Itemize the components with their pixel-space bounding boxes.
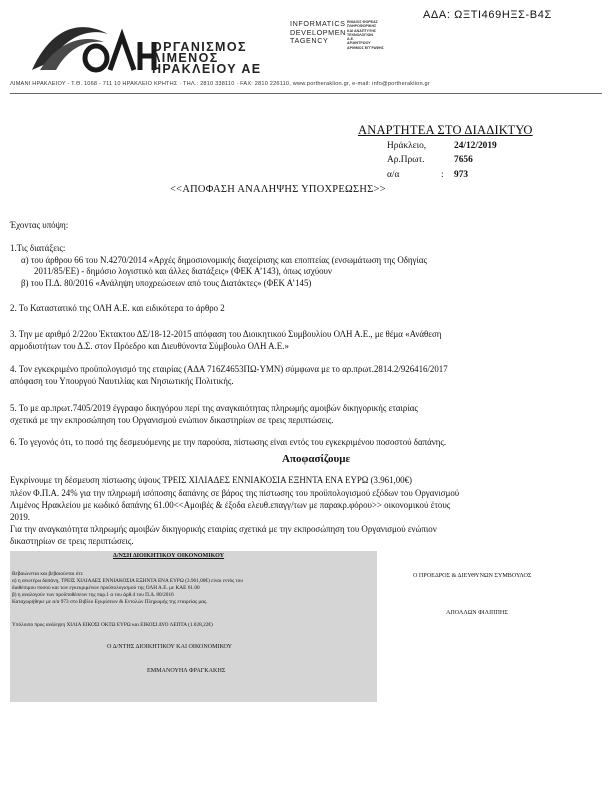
cert-line-3: διαθέσιμου ποσού και των εγκεκριμένων προϋπολογισμού της ΟΛΗ Α.Ε. με ΚΑΕ 61.00 xyxy=(12,585,200,591)
section-3-line-1: 3. Την με αριθμό 2/22ου Έκτακτου ΔΣ/18-12-2015 απόφαση του Διοικητικού Συμβουλίου ΟΛΗ Α.Ε., με θέμα «Ανάθεση xyxy=(10,329,442,339)
section-6: 6. Το γεγονός ότι, το ποσό της δεσμευόμενης με την παρούσα, πίστωσης είναι εντός του εγκεκριμένου ποσοστού δαπάνης. xyxy=(10,437,447,447)
olh-logo xyxy=(30,12,158,74)
fine-print-line: ΠΛΗΡΟΦΟΡΙΚΗΣ xyxy=(347,24,377,29)
finance-director-role: Ο Δ/ΝΤΗΣ ΔΙΟΙΚΗΤΙΚΟΥ ΚΑΙ ΟΙΚΟΝΟΜΙΚΟΥ xyxy=(107,644,233,650)
brand-line: ΛΙΜΕΝΟΣ xyxy=(152,51,219,65)
protocol-label: Αρ.Πρωτ. xyxy=(387,155,425,165)
section-5-line-1: 5. Το με αρ.πρωτ.7405/2019 έγγραφο δικηγόρου περί της αναγκαιότητας πληρωμής αμοιβών δικηγορικής εταιρίας xyxy=(10,403,418,413)
document-title: <<ΑΠΟΦΑΣΗ ΑΝΑΛΗΨΗΣ ΥΠΟΧΡΕΩΣΗΣ>> xyxy=(170,184,386,195)
cert-line-1: Βεβαιώνεται και βεβαιούνται ότι: xyxy=(12,571,84,577)
section-2: 2. Το Καταστατικό της ΟΛΗ Α.Ε. και ειδικότερα το άρθρο 2 xyxy=(10,303,225,313)
ida-line: INFORMATICS xyxy=(290,19,346,28)
finance-director-name: ΕΜΜΑΝΟΥΗΛ ΦΡΑΓΚΑΚΗΣ xyxy=(147,668,226,674)
ada-code: ΑΔΑ: ΩΞΤΙ469ΗΞΣ-Β4Σ xyxy=(423,9,552,21)
fine-print-line: ΕΝΙΑΙΟΣ ΦΟΡΕΑΣ xyxy=(347,20,378,24)
section-4-line-2: απόφαση του Υπουργού Ναυτιλίας και Νησιωτικής Πολιτικής. xyxy=(10,376,234,386)
decision-line-4: 2019. xyxy=(10,512,30,522)
fine-print-line: Α.Ε. xyxy=(347,37,354,42)
ida-line: DEVELOPMEN xyxy=(290,27,346,37)
cert-line-4: β) η αναλογούν των προϋποθέσεων της παρ.1 α του άρθ.4 του Π.Δ. 80/2016 xyxy=(12,592,174,598)
decision-line-1: Εγκρίνουμε τη δέσμευση πίστωσης ύψους ΤΡΕΙΣ ΧΙΛΙΑΔΕΣ ΕΝΝΙΑΚΟΣΙΑ ΕΞΗΝΤΑ ΕΝΑ ΕΥΡΩ (3.961,00€) xyxy=(10,475,413,485)
section-1b: β) του Π.Δ. 80/2016 «Ανάληψη υποχρεώσεων από τους Διατάκτες» (ΦΕΚ Α’145) xyxy=(21,278,312,288)
section-1a-line-2: 2011/85/ΕΕ) - δημόσιο λογιστικό και άλλες διατάξεις» (ΦΕΚ Α’143), όπως ισχύουν xyxy=(34,266,332,276)
fine-print-line: ΑΡΙΘΜΟΣ ΕΓΓΡΑΦΗΣ xyxy=(347,45,384,50)
brand-line: ΟΡΓΑΝΙΣΜΟΣ xyxy=(152,40,247,54)
fine-print-line: ΑΡ.ΜΗΤΡΩΟΥ xyxy=(347,41,371,46)
serial-number: 973 xyxy=(454,170,469,180)
brand-line: ΗΡΑΚΛΕΙΟΥ ΑΕ xyxy=(152,62,262,76)
cert-line-5: Καταχωρήθηκε με α/α 973 στο Βιβλίο Εγκρίσεων & Εντολών Πληρωμής της εταιρείας μας. xyxy=(12,599,208,605)
serial-label: α/α xyxy=(387,170,400,180)
decision-line-5: Για την αναγκαιότητα πληρωμής αμοιβών δικηγορικής εταιρίας σχετικά με την εκπροσώπηση του Οργανισμού ενώπιον xyxy=(10,524,437,534)
ida-name xyxy=(290,20,346,46)
place-label: Ηράκλειο, xyxy=(387,141,427,151)
section-3-line-2: αρμοδιοτήτων του Δ.Σ. στον Πρόεδρο και Διευθύνοντα Σύμβουλο ΟΛΗ Α.Ε.» xyxy=(10,341,289,351)
ida-line: TAGENCY xyxy=(290,36,329,46)
cert-line-2: α) η ανωτέρω δαπάνη, ΤΡΕΙΣ ΧΙΛΙΑΔΕΣ ΕΝΝΙΑΚΟΣΙΑ ΕΞΗΝΤΑ ΕΝΑ ΕΥΡΩ (3.961,00€) είναι εντός του xyxy=(12,578,243,584)
document-date: 24/12/2019 xyxy=(454,141,497,151)
organization-name xyxy=(152,42,262,75)
section-1-heading: 1.Τις διατάξεις: xyxy=(10,243,66,253)
decision-line-2: πλέον Φ.Π.Α. 24% για την πληρωμή ισόποσης δαπάνης σε βάρος της πίστωσης του προϋπολογισμού εξόδων του Οργανισμού xyxy=(10,488,460,498)
ida-fine-print xyxy=(347,20,407,50)
balance-line: Υπόλοιπο προς ανάληψη ΧΙΛΙΑ ΕΙΚΟΣΙ ΟΚΤΩ ΕΥΡΩ και ΕΙΚΟΣΙ ΔΥΟ ΛΕΠΤΑ (1.028,22€) xyxy=(12,622,213,628)
finance-heading: Δ/ΝΣΗ ΔΙΟΙΚΗΤΙΚΟΥ ΟΙΚΟΝΟΜΙΚΟΥ xyxy=(113,553,225,559)
publication-notice: ΑΝΑΡΤΗΤΕΑ ΣΤΟ ΔΙΑΔΙΚΤΥΟ xyxy=(358,123,533,137)
header-divider xyxy=(10,93,602,94)
intro-text: Έχοντας υπόψη: xyxy=(10,220,69,230)
fine-print-line: ΤΕΧΝΟΛΟΓΙΩΝ xyxy=(347,32,374,37)
section-4-line-1: 4. Τον εγκεκριμένο προϋπολογισμό της εταιρίας (ΑΔΑ 716Ζ4653ΠΩ-ΥΜΝ) σύμφωνα με το αρ.πρωτ.2814.2/926416/2017 xyxy=(10,364,448,374)
president-name: ΑΠΟΛΛΩΝ ΦΙΛΙΠΠΗΣ xyxy=(446,610,508,616)
decision-line-3: Λιμένος Ηρακλείου με κωδικό δαπάνης 61.00<<Αμοιβές & έξοδα ελευθ.επαγγ/των με παρακρ.φόρου>> οικονομικού έτους xyxy=(10,500,451,510)
decision-heading: Αποφασίζουμε xyxy=(282,453,351,465)
president-role: Ο ΠΡΟΕΔΡΟΣ & ΔΙΕΥΘΥΝΩΝ ΣΥΜΒΟΥΛΟΣ xyxy=(413,573,532,579)
section-1a-line-1: α) του άρθρου 66 του Ν.4270/2014 «Αρχές δημοσιονομικής διαχείρισης και εποπτείας (ενσωμάτωση της Οδηγίας xyxy=(21,255,428,265)
protocol-number: 7656 xyxy=(454,155,473,165)
contact-line: ΛΙΜΑΝΙ ΗΡΑΚΛΕΙΟΥ - Τ.Θ. 1068 - 711 10 ΗΡΑΚΛΕΙΟ ΚΡΗΤΗΣ · ΤΗΛ.: 2810 338110 · FAX: 2810 226110, www.portheraklion.gr, e-mail: info@portheraklion.gr xyxy=(10,81,430,87)
decision-line-6: δικαστηρίων σε τρεις περιπτώσεις. xyxy=(10,536,134,546)
serial-separator: : xyxy=(441,170,444,180)
section-5-line-2: σχετικά με την εκπροσώπηση του Οργανισμού ενώπιον δικαστηρίων σε τρεις περιπτώσεις. xyxy=(10,415,334,425)
fine-print-line: ΚΑΙ ΑΝΑΠΤΥΞΗΣ xyxy=(347,28,377,33)
